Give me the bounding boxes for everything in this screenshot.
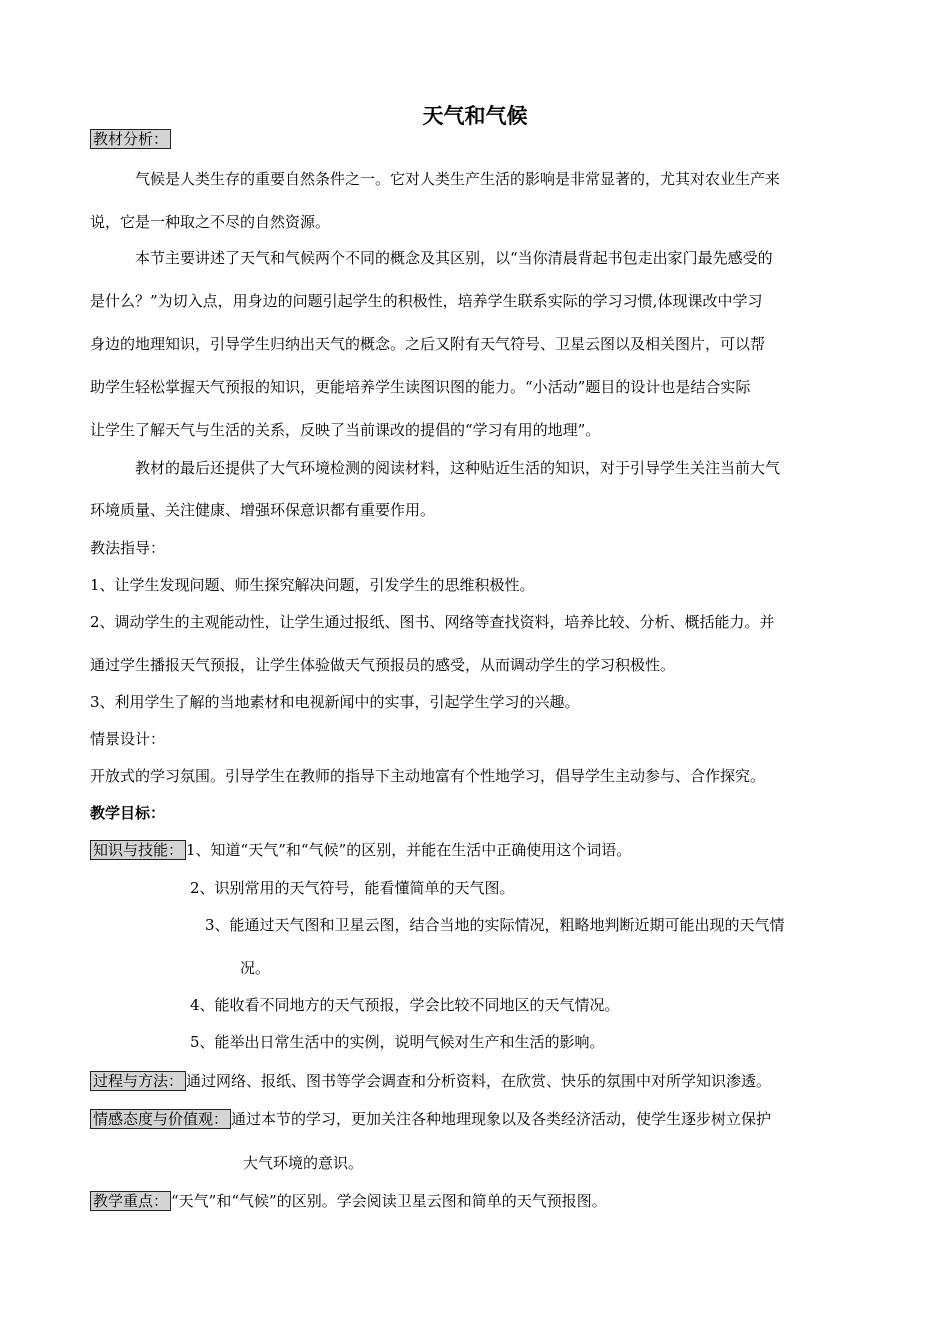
method-item: 2、调动学生的主观能动性，让学生通过报纸、图书、网络等查找资料，培养比较、分析、概括能力。并 xyxy=(90,613,775,631)
paragraph-line: 是什么？”为切入点，用身边的问题引起学生的积极性，培养学生联系实际的学习习惯,体现课改中学习 xyxy=(90,292,763,310)
knowledge-label: 知识与技能： xyxy=(90,840,186,860)
emotion-label: 情感态度与价值观： xyxy=(90,1109,231,1129)
focus-text: “天气”和“气候”的区别。学会阅读卫星云图和简单的天气预报图。 xyxy=(171,1192,607,1210)
scene-label: 情景设计： xyxy=(90,730,166,748)
knowledge-item: 4、能收看不同地方的天气预报，学会比较不同地区的天气情况。 xyxy=(190,996,620,1014)
paragraph-line: 身边的地理知识，引导学生归纳出天气的概念。之后又附有天气符号、卫星云图以及相关图片，可以帮 xyxy=(90,335,766,353)
paragraph-line: 本节主要讲述了天气和气候两个不同的概念及其区别，以“当你清晨背起书包走出家门最先感受的 xyxy=(135,249,773,267)
paragraph-line: 说，它是一种取之不尽的自然资源。 xyxy=(90,213,331,231)
paragraph-line: 环境质量、关注健康、增强环保意识都有重要作用。 xyxy=(90,501,436,519)
analysis-label: 教材分析： xyxy=(90,129,171,149)
paragraph-line: 教材的最后还提供了大气环境检测的阅读材料，这种贴近生活的知识，对于引导学生关注当前大气 xyxy=(135,459,781,477)
process-text: 通过网络、报纸、图书等学会调查和分析资料，在欣赏、快乐的氛围中对所学知识渗透。 xyxy=(186,1072,772,1090)
method-item-continued: 通过学生播报天气预报，让学生体验做天气预报员的感受，从而调动学生的学习积极性。 xyxy=(90,656,676,674)
goals-label: 教学目标： xyxy=(90,804,166,822)
knowledge-row xyxy=(90,840,631,860)
emotion-text-continued: 大气环境的意识。 xyxy=(243,1154,364,1172)
page-title: 天气和气候 xyxy=(422,104,528,128)
paragraph-line: 让学生了解天气与生活的关系，反映了当前课改的提倡的“学习有用的地理”。 xyxy=(90,421,601,439)
knowledge-item: 1、知道“天气”和“气候”的区别，并能在生活中正确使用这个词语。 xyxy=(186,841,632,859)
emotion-row xyxy=(90,1109,771,1129)
focus-label: 教学重点： xyxy=(90,1191,171,1211)
method-item: 3、利用学生了解的当地素材和电视新闻中的实事，引起学生学习的兴趣。 xyxy=(90,693,580,711)
emotion-text: 通过本节的学习，更加关注各种地理现象以及各类经济活动，使学生逐步树立保护 xyxy=(231,1110,772,1128)
knowledge-item: 3、能通过天气图和卫星云图，结合当地的实际情况，粗略地判断近期可能出现的天气情 xyxy=(205,916,785,934)
knowledge-item: 5、能举出日常生活中的实例，说明气候对生产和生活的影响。 xyxy=(190,1033,605,1051)
process-label: 过程与方法： xyxy=(90,1071,186,1091)
paragraph-line: 气候是人类生存的重要自然条件之一。它对人类生产生活的影响是非常显著的，尤其对农业生产来 xyxy=(135,170,781,188)
knowledge-item-continued: 况。 xyxy=(240,959,271,977)
focus-row xyxy=(90,1191,607,1211)
method-label: 教法指导： xyxy=(90,539,166,557)
scene-text: 开放式的学习氛围。引导学生在教师的指导下主动地富有个性地学习，倡导学生主动参与、合作探究。 xyxy=(90,767,766,785)
method-item: 1、让学生发现问题、师生探究解决问题，引发学生的思维积极性。 xyxy=(90,576,535,594)
process-row xyxy=(90,1071,771,1091)
analysis-heading xyxy=(90,129,171,149)
knowledge-item: 2、识别常用的天气符号，能看懂简单的天气图。 xyxy=(190,879,515,897)
paragraph-line: 助学生轻松掌握天气预报的知识，更能培养学生读图识图的能力。“小活动”题目的设计也是结合实际 xyxy=(90,378,751,396)
